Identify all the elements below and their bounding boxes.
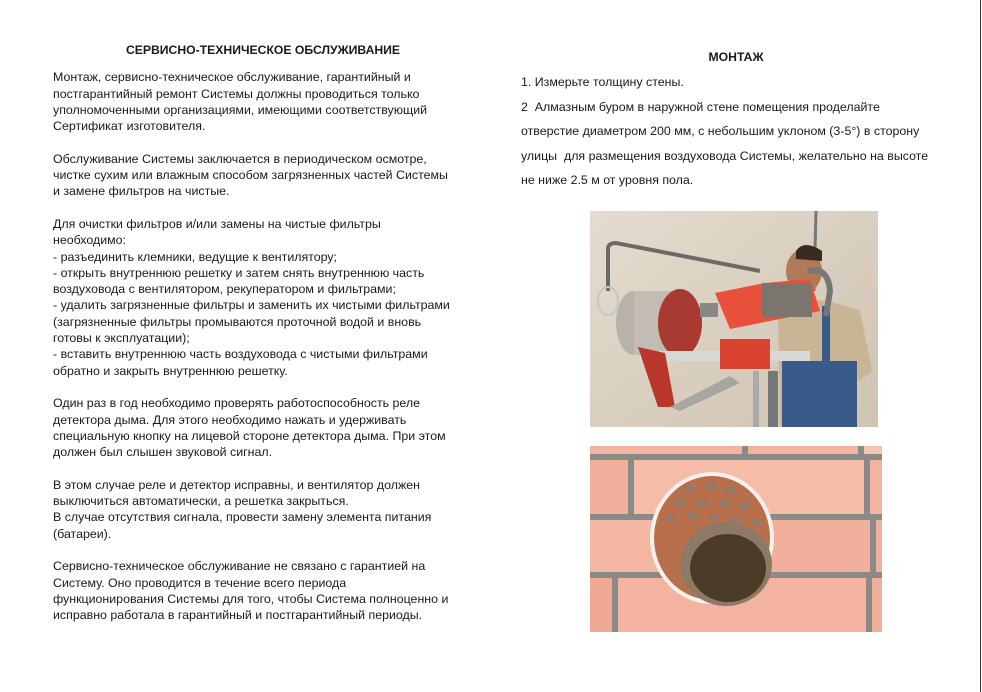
- installation-step-1: 1. Измерьте толщину стены.: [521, 75, 684, 89]
- service-section: [53, 42, 473, 640]
- page-border: [980, 0, 981, 692]
- installation-title: МОНТАЖ: [708, 50, 764, 64]
- service-paragraph-1: Монтаж, сервисно-техническое обслуживание, гарантийный и постгарантийный ремонт Системы должны проводиться только уполномоченными организациями, имеющими соответствующий Сертификат изготовителя.: [53, 70, 428, 134]
- installation-section: [521, 48, 951, 193]
- service-paragraph-2: Обслуживание Системы заключается в периодическом осмотре, чистке сухим или влажным способом загрязненных частей Системы и замене фильтров на чистые.: [53, 151, 448, 199]
- service-paragraph-6: Сервисно-техническое обслуживание не связано с гарантией на Систему. Оно проводится в течение всего периода функционирования Системы для того, чтобы Система полноценно и исправно работала в гарантийный и постгарантийный периоды.: [53, 559, 449, 623]
- service-paragraph-5: В этом случае реле и детектор исправны, и вентилятор должен выключиться автоматически, а решетка закрыться. В случае отсутствия сигнала, провести замену элемента питания (батареи).: [53, 477, 432, 541]
- drilled-hole-photo: [590, 446, 882, 632]
- installation-steps: [521, 70, 951, 193]
- installation-step-2: 2 Алмазным буром в наружной стене помещения проделайте отверстие диаметром 200 мм, с небольшим уклоном (3-5°) в сторону улицы для размещения воздуховода Системы, желательно на высоте не ниже 2.5 м от уровня пола.: [521, 99, 929, 188]
- service-title: СЕРВИСНО-ТЕХНИЧЕСКОЕ ОБСЛУЖИВАНИЕ: [125, 43, 401, 57]
- service-paragraph-3: Для очистки фильтров и/или замены на чистые фильтры необходимо: - разъединить клемники, ведущие к вентилятору; - открыть внутреннюю решетку и затем снять внутреннюю часть воздуховода с вентилятором, рекуператором и фильтрами; - удалить загрязненные фильтры и заменить их чистыми фильтрами (загрязненные фильтры промываются проточной водой и вновь готовы к эксплуатации); - вставить внутреннюю часть воздуховода с чистыми фильтрами обратно и закрыть внутреннюю решетку.: [53, 216, 450, 378]
- service-paragraph-4: Один раз в год необходимо проверять работоспособность реле детектора дыма. Для этого необходимо нажать и удерживать специальную кнопку на лицевой стороне детектора дыма. При этом должен был слышен звуковой сигнал.: [53, 396, 446, 460]
- diamond-drill-photo: [590, 211, 878, 427]
